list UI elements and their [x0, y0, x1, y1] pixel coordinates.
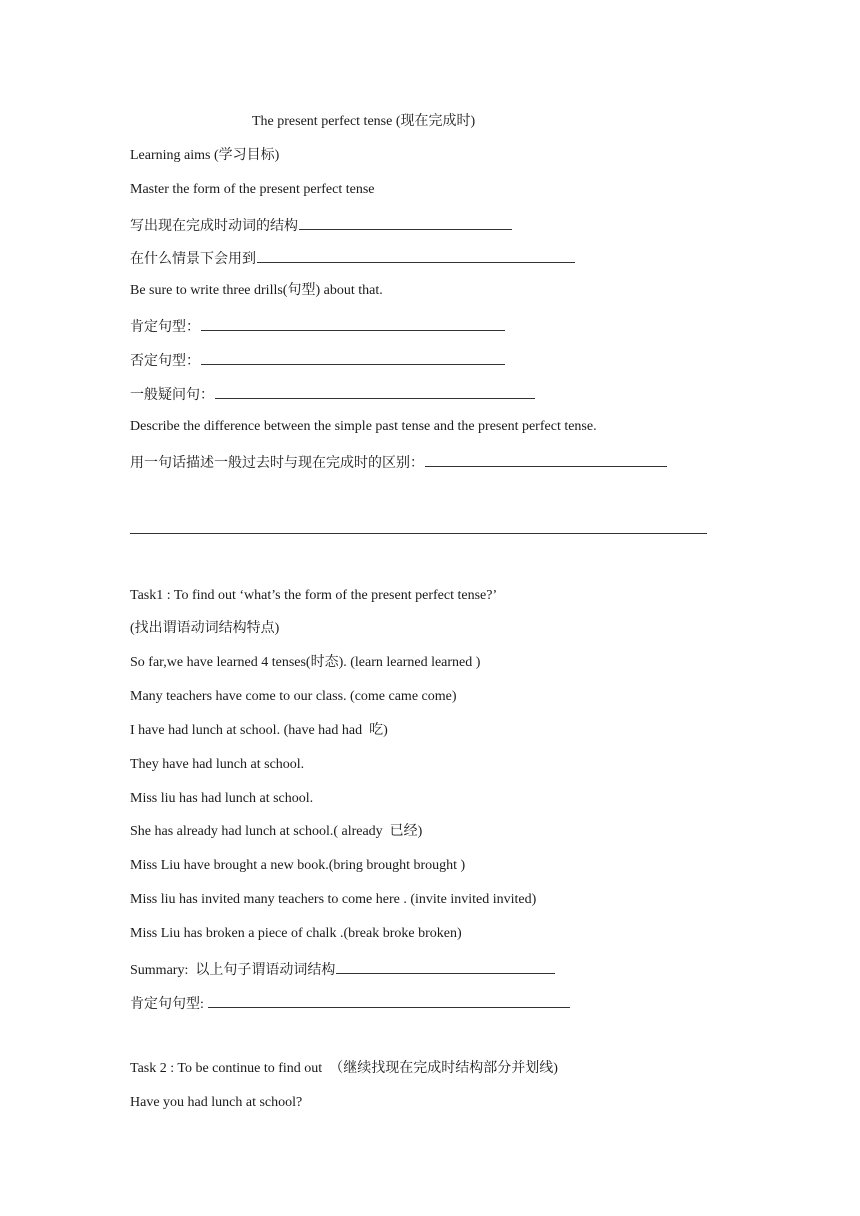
answer-blank[interactable] [257, 248, 575, 263]
affirmative-prompt [130, 316, 505, 337]
answer-blank[interactable] [425, 452, 667, 467]
question-prompt [130, 384, 535, 405]
affirmative-pattern-label: 肯定句句型: [130, 997, 208, 1012]
answer-blank[interactable] [299, 215, 512, 230]
affirmative-pattern-prompt [130, 993, 570, 1014]
negative-prompt [130, 350, 505, 371]
affirmative-label: 肯定句型： [130, 320, 200, 335]
answer-blank[interactable] [201, 316, 505, 331]
question-label: 一般疑问句： [130, 388, 214, 403]
drills-intro: Be sure to write three drills(句型) about that. [130, 283, 383, 298]
when-used-prompt [130, 248, 575, 269]
task1-instruction: (找出谓语动词结构特点) [130, 621, 280, 636]
answer-blank[interactable] [208, 993, 570, 1008]
summary-prompt [130, 959, 555, 980]
full-answer-line[interactable] [130, 533, 707, 534]
write-structure-prompt [130, 215, 512, 236]
example-sentence: I have had lunch at school. (have had had 吃) [130, 723, 388, 738]
task2-title: Task 2 : To be continue to find out （继续找现在完成时结构部分并划线) [130, 1061, 558, 1076]
example-sentence: So far,we have learned 4 tenses(时态). (learn learned learned ) [130, 655, 481, 670]
task2-question: Have you had lunch at school? [130, 1095, 303, 1110]
worksheet-title: The present perfect tense (现在完成时) [252, 114, 476, 129]
difference-label: 用一句话描述一般过去时与现在完成时的区别： [130, 456, 424, 471]
when-used-label: 在什么情景下会用到 [130, 252, 256, 267]
summary-label: Summary: 以上句子谓语动词结构 [130, 963, 336, 978]
example-sentence: Miss liu has had lunch at school. [130, 791, 314, 806]
example-sentence: She has already had lunch at school.( already 已经) [130, 824, 423, 839]
difference-prompt [130, 452, 667, 473]
answer-blank[interactable] [215, 384, 535, 399]
example-sentence: Miss Liu have brought a new book.(bring brought brought ) [130, 858, 466, 873]
example-sentence: They have had lunch at school. [130, 757, 305, 772]
answer-blank[interactable] [201, 350, 505, 365]
task1-title: Task1 : To find out ‘what’s the form of the present perfect tense?’ [130, 588, 498, 603]
negative-label: 否定句型： [130, 354, 200, 369]
example-sentence: Miss liu has invited many teachers to come here . (invite invited invited) [130, 892, 537, 907]
aim-master-form: Master the form of the present perfect tense [130, 182, 375, 197]
example-sentence: Many teachers have come to our class. (come came come) [130, 689, 457, 704]
answer-blank[interactable] [336, 959, 555, 974]
learning-aims-heading: Learning aims (学习目标) [130, 148, 280, 163]
write-structure-label: 写出现在完成时动词的结构 [130, 219, 298, 234]
describe-difference: Describe the difference between the simple past tense and the present perfect tense. [130, 419, 597, 434]
example-sentence: Miss Liu has broken a piece of chalk .(break broke broken) [130, 926, 462, 941]
